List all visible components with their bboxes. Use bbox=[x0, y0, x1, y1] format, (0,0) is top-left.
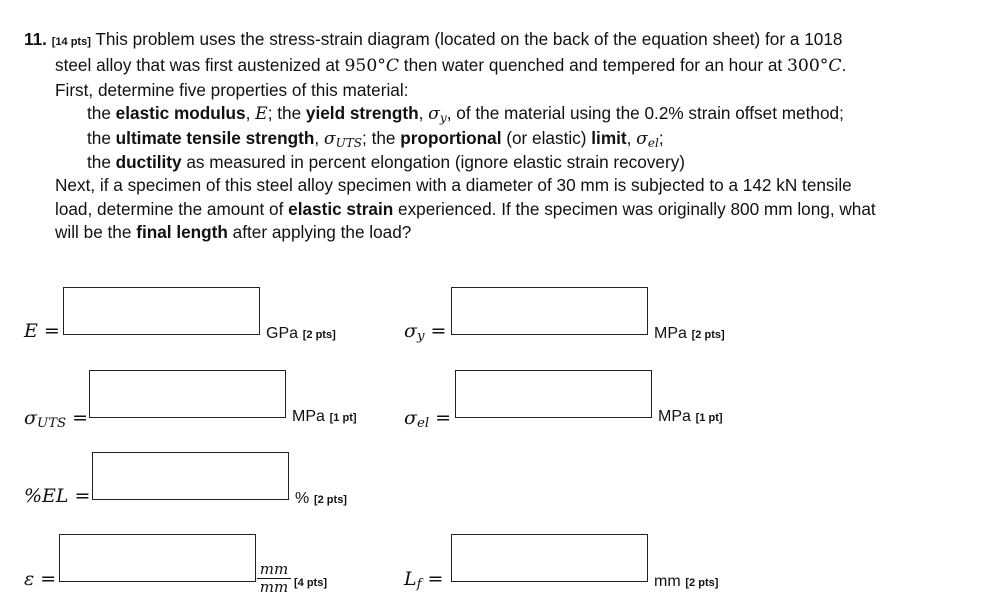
E-unit bbox=[266, 323, 336, 345]
sub-uts: UTS bbox=[335, 135, 363, 150]
epsilon-points-wrap bbox=[294, 571, 327, 593]
p2-mid: (or elastic) bbox=[501, 127, 592, 148]
intro-text-2a: steel alloy that was first austenized at bbox=[55, 55, 345, 76]
lf-input[interactable] bbox=[452, 535, 647, 581]
epsilon-answer-box[interactable] bbox=[59, 534, 256, 582]
austenize-temp: 950° bbox=[344, 56, 386, 77]
p1-comma1: , bbox=[245, 103, 256, 124]
epsilon-equals: = bbox=[40, 568, 57, 590]
sigma-y-unit bbox=[654, 323, 725, 345]
lf-label-sub: f bbox=[416, 577, 422, 592]
final-length-term: final length bbox=[136, 222, 228, 243]
next-line-2 bbox=[24, 198, 979, 221]
next-3b: after applying the load? bbox=[227, 222, 412, 243]
pct-el-points: [2 pts] bbox=[313, 494, 347, 506]
sigma-uts-answer-box[interactable] bbox=[89, 370, 286, 418]
ductility-term: ductility bbox=[115, 152, 182, 173]
next-3a: will be the bbox=[55, 222, 137, 243]
p2-semi: ; the bbox=[362, 127, 401, 148]
lf-unit-text: mm bbox=[654, 573, 681, 590]
next-2b: experienced. If the specimen was originally 800 mm long, what bbox=[393, 198, 876, 219]
sigma-uts-label bbox=[24, 407, 88, 429]
sigma-el-points: [1 pt] bbox=[695, 412, 723, 424]
pct-el-label bbox=[24, 485, 90, 507]
sigma-uts-equals: = bbox=[72, 407, 89, 429]
epsilon-unit-denominator: mm bbox=[259, 578, 289, 596]
p1-rest: , of the material using the 0.2% strain offset method; bbox=[446, 103, 844, 124]
epsilon-label-symbol: ε bbox=[24, 568, 35, 590]
sigma-el-input[interactable] bbox=[456, 371, 651, 417]
temp-unit-1: C bbox=[385, 56, 400, 77]
sigma-uts-points: [1 pt] bbox=[329, 412, 357, 424]
sigma-el-symbol bbox=[636, 129, 659, 149]
sigma-uts-label-sub: UTS bbox=[36, 416, 67, 431]
yield-strength-term: yield strength bbox=[305, 103, 419, 124]
sigma-y-input[interactable] bbox=[452, 288, 647, 334]
sigma-y-equals: = bbox=[430, 320, 447, 342]
temper-temp: 300° bbox=[786, 56, 829, 77]
sigma-uts-input[interactable] bbox=[90, 371, 285, 417]
intro-text-1: This problem uses the stress-strain diagram (located on the back of the equation sheet) for a 1018 bbox=[95, 29, 843, 49]
lf-points: [2 pts] bbox=[685, 577, 719, 589]
pct-el-unit bbox=[295, 488, 347, 510]
next-line-3 bbox=[24, 221, 979, 244]
pct-el-unit-text: % bbox=[295, 490, 310, 507]
p1-comma2: , bbox=[418, 103, 429, 124]
E-equals: = bbox=[43, 320, 60, 342]
E-label-symbol: E bbox=[24, 320, 38, 342]
p3-the: the bbox=[87, 152, 116, 173]
sigma-uts-label-symbol: σ bbox=[24, 407, 37, 429]
proportional-term: proportional bbox=[400, 127, 502, 148]
p2-comma1: , bbox=[314, 127, 324, 148]
next-line-1: Next, if a specimen of this steel alloy specimen with a diameter of 30 mm is subjected to a 142 kN tensile bbox=[55, 175, 852, 196]
epsilon-unit-numerator: mm bbox=[257, 561, 291, 579]
limit-term: limit bbox=[591, 127, 627, 148]
sigma-uts-unit bbox=[292, 406, 357, 428]
elastic-modulus-term: elastic modulus bbox=[115, 103, 246, 124]
sigma-y-label-sub: y bbox=[416, 329, 425, 344]
sigma-y-answer-box[interactable] bbox=[451, 287, 648, 335]
question-number: 11. bbox=[24, 29, 47, 49]
E-points: [2 pts] bbox=[302, 329, 336, 341]
epsilon-input[interactable] bbox=[60, 535, 255, 581]
p1-the: the bbox=[87, 103, 116, 124]
lf-unit bbox=[654, 571, 718, 593]
pct-el-equals: = bbox=[74, 485, 91, 507]
sigma-y-symbol bbox=[428, 104, 447, 124]
E-input[interactable] bbox=[64, 288, 259, 334]
pct-el-answer-box[interactable] bbox=[92, 452, 289, 500]
sigma-y-points: [2 pts] bbox=[691, 329, 725, 341]
lf-answer-box[interactable] bbox=[451, 534, 648, 582]
epsilon-points: [4 pts] bbox=[294, 577, 327, 589]
pct-el-input[interactable] bbox=[93, 453, 288, 499]
p2-the: the bbox=[87, 127, 116, 148]
question-line-2 bbox=[24, 54, 979, 78]
sigma-el-unit bbox=[658, 406, 723, 428]
property-line-3 bbox=[24, 151, 979, 174]
sigma-glyph: σ bbox=[636, 128, 648, 149]
question-line-1 bbox=[24, 28, 979, 54]
lf-label bbox=[404, 568, 443, 590]
sigma-el-equals: = bbox=[435, 407, 452, 429]
sigma-glyph: σ bbox=[428, 104, 440, 125]
uts-term: ultimate tensile strength bbox=[115, 127, 315, 148]
sigma-uts-unit-text: MPa bbox=[292, 408, 325, 425]
question-line-3: First, determine five properties of this material: bbox=[55, 79, 409, 100]
sigma-el-answer-box[interactable] bbox=[455, 370, 652, 418]
sigma-el-label-symbol: σ bbox=[404, 407, 417, 429]
temp-unit-2: C bbox=[828, 56, 842, 77]
sigma-el-label bbox=[404, 407, 451, 429]
sub-el: el bbox=[647, 135, 659, 150]
sigma-el-label-sub: el bbox=[416, 416, 430, 431]
lf-equals: = bbox=[427, 568, 444, 590]
sigma-el-unit-text: MPa bbox=[658, 408, 691, 425]
sub-y: y bbox=[439, 111, 447, 126]
E-unit-text: GPa bbox=[266, 325, 299, 342]
question-points: [14 pts] bbox=[51, 36, 91, 48]
pct-el-label-symbol: %EL bbox=[24, 485, 69, 507]
sigma-y-label-symbol: σ bbox=[404, 320, 417, 342]
sigma-uts-symbol bbox=[324, 129, 362, 149]
question-text bbox=[24, 28, 979, 245]
epsilon-unit-fraction bbox=[257, 561, 291, 596]
epsilon-label bbox=[24, 568, 56, 590]
sigma-y-label bbox=[404, 320, 446, 342]
property-line-1 bbox=[24, 102, 979, 126]
p2-end: ; bbox=[658, 127, 664, 148]
E-answer-box[interactable] bbox=[63, 287, 260, 335]
lf-label-symbol: L bbox=[404, 568, 417, 590]
sigma-glyph: σ bbox=[323, 128, 336, 149]
p2-comma2: , bbox=[626, 127, 637, 148]
E-symbol: E bbox=[255, 104, 268, 125]
p1-semi: ; the bbox=[267, 103, 306, 124]
elastic-strain-term: elastic strain bbox=[288, 198, 394, 219]
intro-text-2c: . bbox=[841, 55, 847, 76]
sigma-y-unit-text: MPa bbox=[654, 325, 687, 342]
intro-text-2b: then water quenched and tempered for an hour at bbox=[399, 55, 787, 76]
E-label bbox=[24, 320, 60, 342]
next-2a: load, determine the amount of bbox=[55, 198, 289, 219]
property-line-2 bbox=[24, 127, 979, 151]
p3-rest: as measured in percent elongation (ignore elastic strain recovery) bbox=[181, 152, 686, 173]
